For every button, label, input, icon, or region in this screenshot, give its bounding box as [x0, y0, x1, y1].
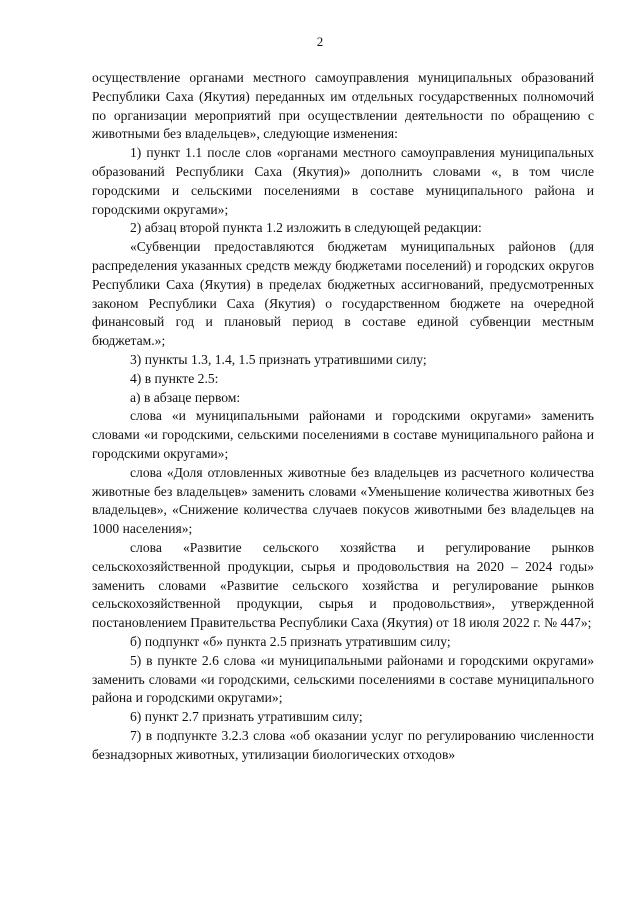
paragraph-words-agriculture: слова «Развитие сельского хозяйства и регулирование рынков сельскохозяйственной продукции, сырья и продовольствия на 2020 – 2024 годы» заменить словами «Развитие сельского хозяйства и регулирование рынков сельскохозяйственной продукции, сырья и продовольствия», утвержденной постановлением Правительства Республики Саха (Якутия) от 18 июля 2022 г. № 447»; — [92, 539, 594, 631]
document-body — [92, 69, 594, 764]
paragraph-item-1: 1) пункт 1.1 после слов «органами местного самоуправления муниципальных образований Республики Саха (Якутия)» дополнить словами «, в том числе городскими и сельскими поселениями в составе муниципального района и городскими округами»; — [92, 145, 594, 217]
paragraph-words-municipal: слова «и муниципальными районами и городскими округами» заменить словами «и городскими, сельскими поселениями в составе муниципального района и городскими округами»; — [92, 408, 594, 461]
paragraph-item-6: 6) пункт 2.7 признать утратившим силу; — [130, 709, 363, 725]
paragraph-subvention-quote: «Субвенции предоставляются бюджетам муниципальных районов (для распределения указанных средств между бюджетами поселений) и городских округов Республики Саха (Якутия) в пределах бюджетных ассигнований, предусмотренных законом Республики Саха (Якутия) о государственном бюджете на очередной финансовый год и плановый период в составе единой субвенции местным бюджетам.»; — [92, 239, 594, 349]
paragraph-words-share: слова «Доля отловленных животные без владельцев из расчетного количества животные без владельцев» заменить словами «Уменьшение количества животных без владельцев», «Снижение количества случаев покусов животными без владельцев на 1000 населения»; — [92, 464, 594, 537]
paragraph-item-3: 3) пункты 1.3, 1.4, 1.5 признать утратившими силу; — [130, 351, 427, 367]
page-number: 2 — [316, 34, 324, 49]
paragraph-item-4a: а) в абзаце первом: — [130, 389, 241, 405]
paragraph-item-5: 5) в пункте 2.6 слова «и муниципальными районами и городскими округами» заменить словами «и городскими, сельскими поселениями в составе муниципального района и городскими округами»; — [92, 652, 594, 706]
paragraph-intro: осуществление органами местного самоуправления муниципальных образований Республики Саха (Якутия) переданных им отдельных государственных полномочий по организации мероприятий при осуществлении деятельности по обращению с животными без владельцев», следующие изменения: — [92, 70, 594, 142]
paragraph-item-7: 7) в подпункте 3.2.3 слова «об оказании услуг по регулированию численности безнадзорных животных, утилизации биологических отходов» — [92, 727, 594, 762]
paragraph-item-4: 4) в пункте 2.5: — [130, 370, 219, 386]
paragraph-item-2: 2) абзац второй пункта 1.2 изложить в следующей редакции: — [130, 220, 482, 236]
paragraph-item-4b: б) подпункт «б» пункта 2.5 признать утратившим силу; — [130, 633, 451, 649]
